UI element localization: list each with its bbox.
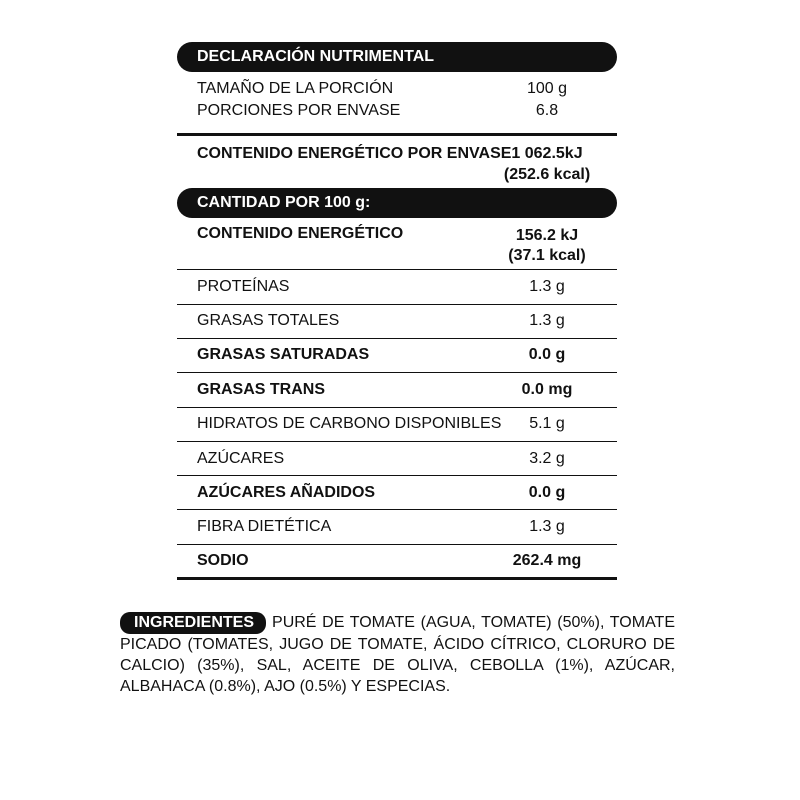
nutrient-label-carbohydrates: HIDRATOS DE CARBONO DISPONIBLES — [197, 415, 502, 432]
nutrient-value-sodium: 262.4 mg — [512, 552, 582, 569]
divider — [177, 577, 617, 580]
divider — [177, 338, 617, 339]
divider — [177, 407, 617, 408]
divider — [177, 544, 617, 545]
energy-kj: 156.2 kJ — [515, 227, 579, 244]
nutrient-label-saturated-fat: GRASAS SATURADAS — [197, 346, 370, 363]
nutrient-value-proteins: 1.3 g — [529, 278, 565, 295]
energy-per-package-label: CONTENIDO ENERGÉTICO POR ENVASE — [197, 145, 512, 162]
divider — [177, 372, 617, 373]
ingredients-block — [120, 612, 675, 697]
nutrient-value-sugars: 3.2 g — [529, 450, 565, 467]
nutrition-title: DECLARACIÓN NUTRIMENTAL — [197, 48, 435, 65]
nutrient-label-proteins: PROTEÍNAS — [197, 278, 290, 295]
ingredients-label: INGREDIENTES — [120, 612, 266, 634]
energy-per-package-kcal: (252.6 kcal) — [503, 166, 591, 183]
nutrition-header-bar — [177, 42, 617, 72]
divider — [177, 133, 617, 136]
energy-label: CONTENIDO ENERGÉTICO — [197, 225, 404, 242]
divider — [177, 441, 617, 442]
divider — [177, 304, 617, 305]
nutrient-value-added-sugars: 0.0 g — [528, 484, 566, 501]
nutrient-value-total-fat: 1.3 g — [529, 312, 565, 329]
per-100g-title: CANTIDAD POR 100 g: — [197, 194, 371, 211]
nutrient-value-saturated-fat: 0.0 g — [528, 346, 566, 363]
nutrient-label-sugars: AZÚCARES — [197, 450, 285, 467]
nutrient-label-fiber: FIBRA DIETÉTICA — [197, 518, 332, 535]
nutrient-value-carbohydrates: 5.1 g — [529, 415, 565, 432]
nutrient-label-trans-fat: GRASAS TRANS — [197, 381, 326, 398]
serving-size-value: 100 g — [526, 80, 568, 97]
nutrient-label-added-sugars: AZÚCARES AÑADIDOS — [197, 484, 376, 501]
nutrient-value-trans-fat: 0.0 mg — [521, 381, 573, 398]
divider — [177, 475, 617, 476]
servings-per-package-value: 6.8 — [535, 102, 559, 119]
divider — [177, 509, 617, 510]
nutrient-value-fiber: 1.3 g — [529, 518, 565, 535]
serving-size-label: TAMAÑO DE LA PORCIÓN — [197, 80, 394, 97]
ingredients-text: PURÉ DE TOMATE (AGUA, TOMATE) (50%), TOMATE PICADO (TOMATES, JUGO DE TOMATE, ÁCIDO CÍTRICO, CLORURO DE CALCIO) (35%), SAL, ACEITE DE OLIVA, CEBOLLA (1%), AZÚCAR, ALBAHACA (0.8%), AJO (0.5%) Y ESPECIAS. — [120, 614, 675, 695]
energy-kcal: (37.1 kcal) — [508, 247, 586, 264]
divider — [177, 269, 617, 270]
servings-per-package-label: PORCIONES POR ENVASE — [197, 102, 401, 119]
nutrient-label-sodium: SODIO — [197, 552, 249, 569]
energy-per-package-kj: 1 062.5kJ — [511, 145, 583, 162]
nutrient-label-total-fat: GRASAS TOTALES — [197, 312, 340, 329]
per-100g-header-bar — [177, 188, 617, 218]
